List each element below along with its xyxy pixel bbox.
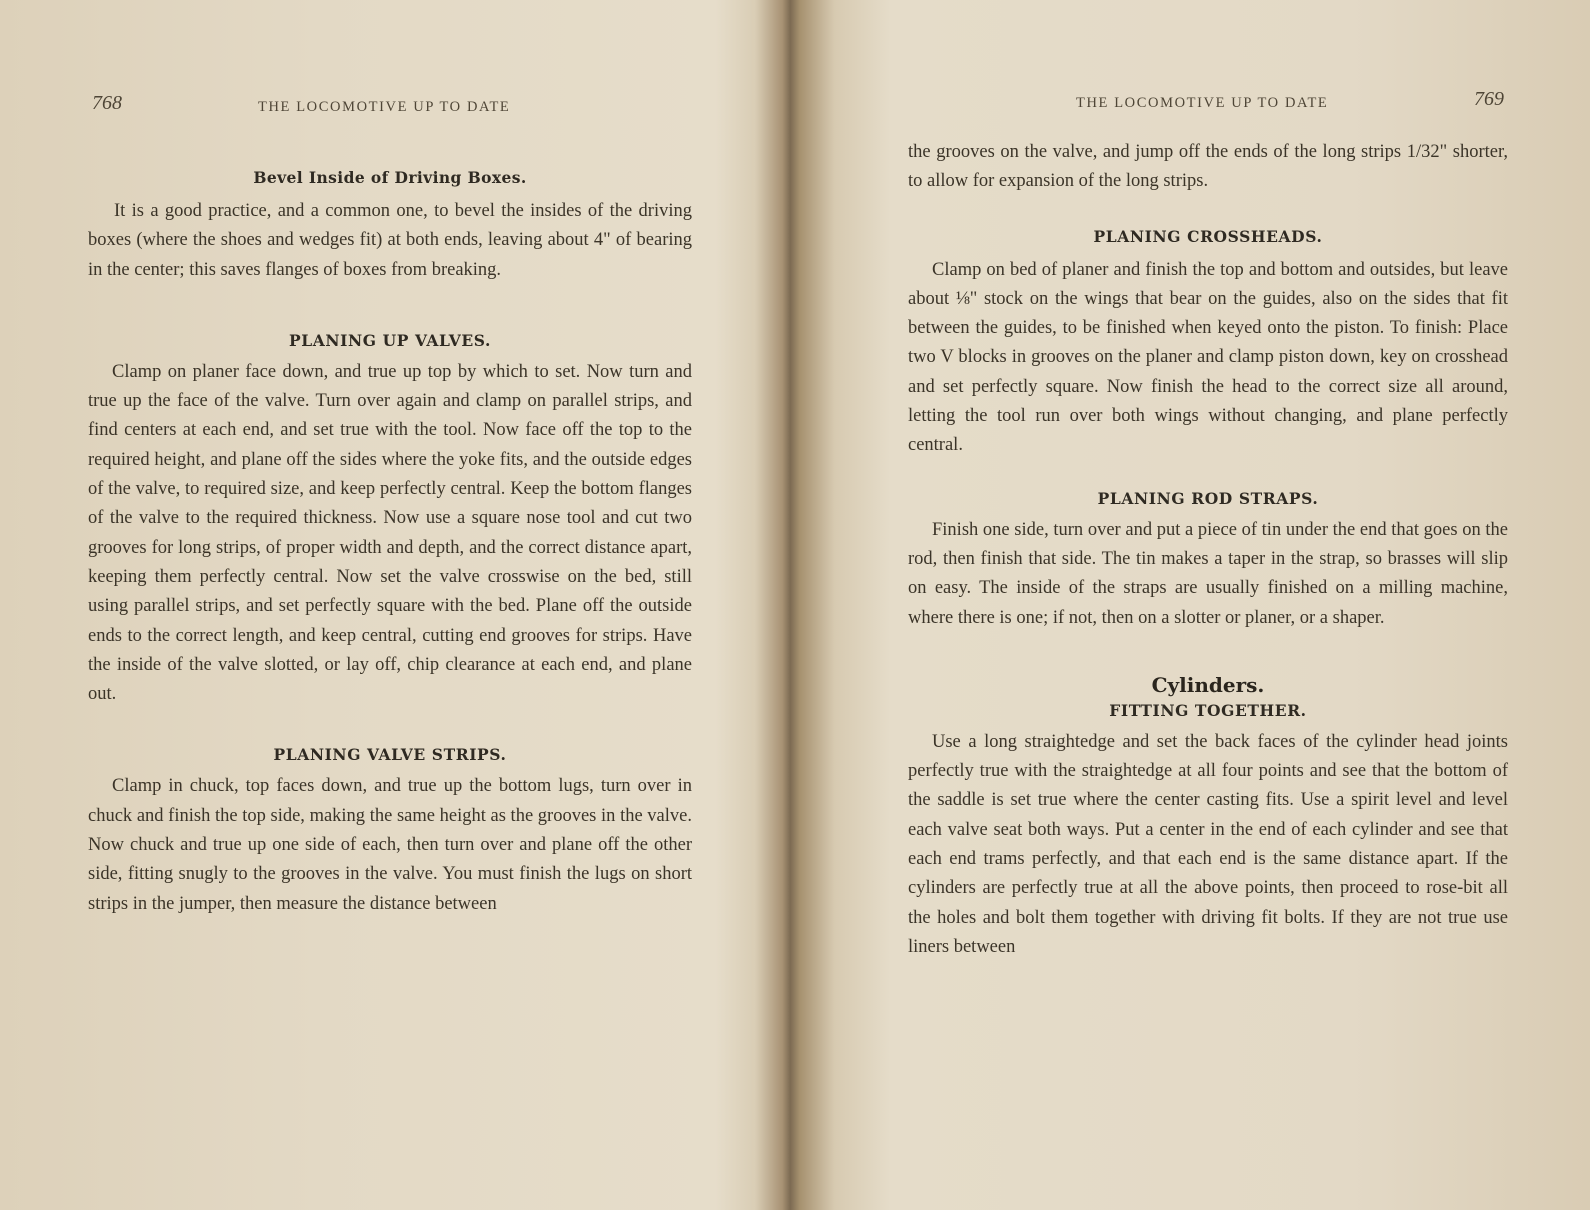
section-heading-planing-crossheads: PLANING CROSSHEADS.	[1093, 226, 1323, 246]
paragraph-continuation: the grooves on the valve, and jump off the ends of the long strips 1/32" shorter, to allow for expansion of the long strips.	[908, 142, 1508, 192]
right-page-header	[908, 88, 1508, 121]
chapter-heading-cylinders: Cylinders.	[1151, 672, 1265, 697]
paragraph-planing-crossheads: Clamp on bed of planer and finish the top and bottom and outsides, but leave about ⅛" stock on the wings that bear on the guides, also on the sides that fit between the guides, to be finished when keyed onto the piston. To finish: Place two V blocks in grooves on the planer and clamp piston down, key on crosshead and set perfectly square. Now finish the head to the correct size all around, letting the tool run over both wings without changing, and plane perfectly central.	[908, 259, 1508, 456]
right-page-number: 769	[1474, 88, 1504, 110]
paragraph-planing-up-valves: Clamp on planer face down, and true up top by which to set. Now turn and true up the face of the valve. Turn over again and clamp on parallel strips, and find centers at each end, and set true with the tool. Now face off the top to the required height, and plane off the sides where the yoke fits, and the outside edges of the valve, to required size, and keep perfectly central. Keep the bottom flanges of the valve to the required thickness. Now use a square nose tool and cut two grooves for long strips, of proper width and depth, and the correct distance apart, keeping them perfectly central. Now set the valve crosswise on the bed, still using parallel strips, and set perfectly square with the bed. Plane off the outside ends to the correct length, and keep central, cutting end grooves for strips. Have the inside of the valve slotted, or lay off, chip clearance at each end, and plane out.	[88, 361, 692, 705]
left-page-header	[88, 92, 692, 125]
section-heading-planing-valve-strips: PLANING VALVE STRIPS.	[273, 745, 507, 765]
section-heading-planing-up-valves: PLANING UP VALVES.	[289, 330, 491, 350]
paragraph-planing-rod-straps: Finish one side, turn over and put a piece of tin under the end that goes on the rod, then finish that side. The tin makes a taper in the strap, so brasses will slip on easy. The inside of the straps are usually finished on a milling machine, where there is one; if not, then on a slotter or planer, or a shaper.	[908, 519, 1508, 628]
paragraph-fitting-together: Use a long straightedge and set the back faces of the cylinder head joints perfectly true with the straightedge at all four points and see that the bottom of the saddle is set true where the center casting fits. Use a spirit level and level each valve seat both ways. Put a center in the end of each cylinder and see that each end trams perfectly, and that each end is the same distance apart. If the cylinders are perfectly true at all the above points, then proceed to rose-bit all the holes and bolt them together with driving fit bolts. If they are not true use liners between	[908, 731, 1508, 957]
chapter-subheading-fitting-together: FITTING TOGETHER.	[1109, 700, 1307, 720]
left-page-body	[88, 168, 692, 919]
right-page-body	[908, 138, 1508, 962]
paragraph-planing-valve-strips: Clamp in chuck, top faces down, and true up the bottom lugs, turn over in chuck and finish the top side, making the same height as the grooves in the valve. Now chuck and true up one side of each, then turn over and plane off the other side, fitting snugly to the grooves in the valve. You must finish the lugs on short strips in the jumper, then measure the distance between	[88, 776, 692, 914]
right-running-head: THE LOCOMOTIVE UP TO DATE	[1076, 95, 1329, 111]
left-running-head: THE LOCOMOTIVE UP TO DATE	[258, 99, 511, 115]
section-heading-bevel: Bevel Inside of Driving Boxes.	[253, 168, 527, 187]
right-page	[908, 0, 1508, 1210]
section-heading-planing-rod-straps: PLANING ROD STRAPS.	[1097, 488, 1319, 508]
paragraph-bevel: It is a good practice, and a common one, to bevel the insides of the driving boxes (where the shoes and wedges fit) at both ends, leaving about 4" of bearing in the center; this saves flanges of boxes from breaking.	[88, 201, 692, 280]
left-page	[88, 0, 692, 1210]
left-page-number: 768	[92, 92, 122, 114]
